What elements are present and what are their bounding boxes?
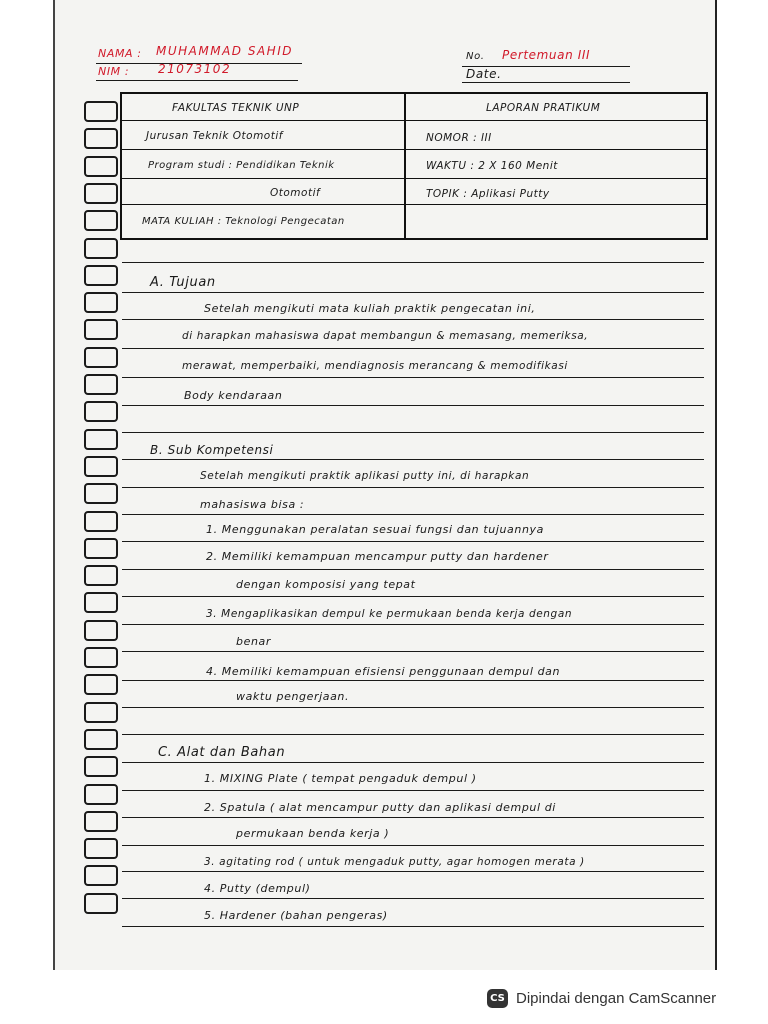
date-label: Date. <box>466 67 502 81</box>
section-b-line: 1. Menggunakan peralatan sesuai fungsi dan tujuannya <box>206 523 544 536</box>
binder-hole <box>84 592 118 613</box>
table-cell-left: FAKULTAS TEKNIK UNP <box>172 102 300 114</box>
nim-value: 21073102 <box>158 62 232 76</box>
binder-hole <box>84 401 118 422</box>
ruled-line <box>122 292 704 293</box>
table-cell-right: NOMOR : III <box>426 132 492 144</box>
ruled-line <box>122 651 704 652</box>
table-row-line <box>122 120 706 121</box>
section-c-line: 2. Spatula ( alat mencampur putty dan aplikasi dempul di <box>204 801 556 814</box>
table-cell-left: MATA KULIAH : Teknologi Pengecatan <box>142 216 345 227</box>
binder-hole <box>84 865 118 886</box>
binder-hole <box>84 729 118 750</box>
ruled-line <box>122 871 704 872</box>
binder-hole <box>84 674 118 695</box>
ruled-line <box>122 569 704 570</box>
section-c-title: C. Alat dan Bahan <box>158 745 286 760</box>
ruled-line <box>122 319 704 320</box>
binder-hole <box>84 347 118 368</box>
binder-hole <box>84 183 118 204</box>
binder-hole <box>84 156 118 177</box>
binder-hole <box>84 838 118 859</box>
binder-hole <box>84 620 118 641</box>
binder-hole <box>84 101 118 122</box>
section-a-line: Setelah mengikuti mata kuliah praktik pengecatan ini, <box>204 302 536 315</box>
ruled-line <box>122 790 704 791</box>
ruled-line <box>122 432 704 433</box>
ruled-line <box>122 817 704 818</box>
no-value: Pertemuan III <box>502 48 591 62</box>
no-label: No. <box>466 51 485 62</box>
binder-hole <box>84 319 118 340</box>
binder-hole <box>84 811 118 832</box>
ruled-line <box>122 262 704 263</box>
ruled-line <box>122 734 704 735</box>
table-cell-right: WAKTU : 2 X 160 Menit <box>426 160 558 172</box>
section-b-title: B. Sub Kompetensi <box>150 443 274 457</box>
ruled-line <box>122 845 704 846</box>
date-underline <box>462 82 630 83</box>
binder-hole <box>84 756 118 777</box>
binder-hole <box>84 374 118 395</box>
table-divider <box>404 94 406 238</box>
ruled-line <box>122 596 704 597</box>
binder-hole <box>84 429 118 450</box>
ruled-line <box>122 405 704 406</box>
camscanner-footer <box>487 987 716 1009</box>
nama-value: MUHAMMAD SAHID <box>156 44 293 58</box>
section-a-line: di harapkan mahasiswa dapat membangun & memasang, memeriksa, <box>182 330 589 342</box>
camscanner-text: Dipindai dengan CamScanner <box>516 989 717 1007</box>
section-c-line: 1. MIXING Plate ( tempat pengaduk dempul ) <box>204 772 477 785</box>
ruled-line <box>122 487 704 488</box>
ruled-line <box>122 514 704 515</box>
table-row-line <box>122 178 706 179</box>
table-cell-left: Otomotif <box>270 187 321 199</box>
ruled-line <box>122 762 704 763</box>
binder-hole <box>84 128 118 149</box>
section-b-line: benar <box>236 635 271 648</box>
section-c-line: 5. Hardener (bahan pengeras) <box>204 909 388 922</box>
section-b-line: 2. Memiliki kemampuan mencampur putty dan hardener <box>206 550 549 563</box>
section-b-line: mahasiswa bisa : <box>200 498 305 511</box>
info-table <box>120 92 708 240</box>
ruled-line <box>122 624 704 625</box>
ruled-line <box>122 541 704 542</box>
section-b-line: dengan komposisi yang tepat <box>236 578 416 591</box>
section-b-line: waktu pengerjaan. <box>236 690 350 703</box>
table-cell-right: TOPIK : Aplikasi Putty <box>426 188 550 200</box>
binder-hole <box>84 511 118 532</box>
ruled-line <box>122 898 704 899</box>
camscanner-logo-icon: CS <box>487 989 508 1008</box>
ruled-line <box>122 707 704 708</box>
ruled-line <box>122 680 704 681</box>
table-cell-left: Jurusan Teknik Otomotif <box>146 130 283 142</box>
binder-hole <box>84 893 118 914</box>
binder-hole <box>84 538 118 559</box>
nim-underline <box>96 80 298 81</box>
binder-hole <box>84 456 118 477</box>
section-b-line: 3. Mengaplikasikan dempul ke permukaan benda kerja dengan <box>206 608 573 620</box>
ruled-line <box>122 459 704 460</box>
nama-label: NAMA : <box>98 47 142 60</box>
binder-hole <box>84 265 118 286</box>
section-a-line: Body kendaraan <box>184 389 283 402</box>
nim-label: NIM : <box>98 65 130 78</box>
section-b-line: Setelah mengikuti praktik aplikasi putty ini, di harapkan <box>200 470 530 482</box>
binder-hole <box>84 702 118 723</box>
binder-hole <box>84 647 118 668</box>
table-row-line <box>122 204 706 205</box>
table-cell-left: Program studi : Pendidikan Teknik <box>148 160 335 171</box>
table-row-line <box>122 149 706 150</box>
binder-hole <box>84 483 118 504</box>
section-c-line: 4. Putty (dempul) <box>204 882 311 895</box>
section-a-title: A. Tujuan <box>150 275 216 290</box>
ruled-line <box>122 926 704 927</box>
binder-hole <box>84 565 118 586</box>
ruled-line <box>122 348 704 349</box>
table-cell-right: LAPORAN PRATIKUM <box>486 102 601 114</box>
binder-hole <box>84 784 118 805</box>
binder-hole <box>84 238 118 259</box>
ruled-line <box>122 377 704 378</box>
section-c-line: 3. agitating rod ( untuk mengaduk putty, agar homogen merata ) <box>204 856 585 868</box>
binder-hole <box>84 210 118 231</box>
section-a-line: merawat, memperbaiki, mendiagnosis merancang & memodifikasi <box>182 360 568 372</box>
binder-hole <box>84 292 118 313</box>
section-b-line: 4. Memiliki kemampuan efisiensi penggunaan dempul dan <box>206 665 561 678</box>
section-c-line: permukaan benda kerja ) <box>236 827 390 840</box>
